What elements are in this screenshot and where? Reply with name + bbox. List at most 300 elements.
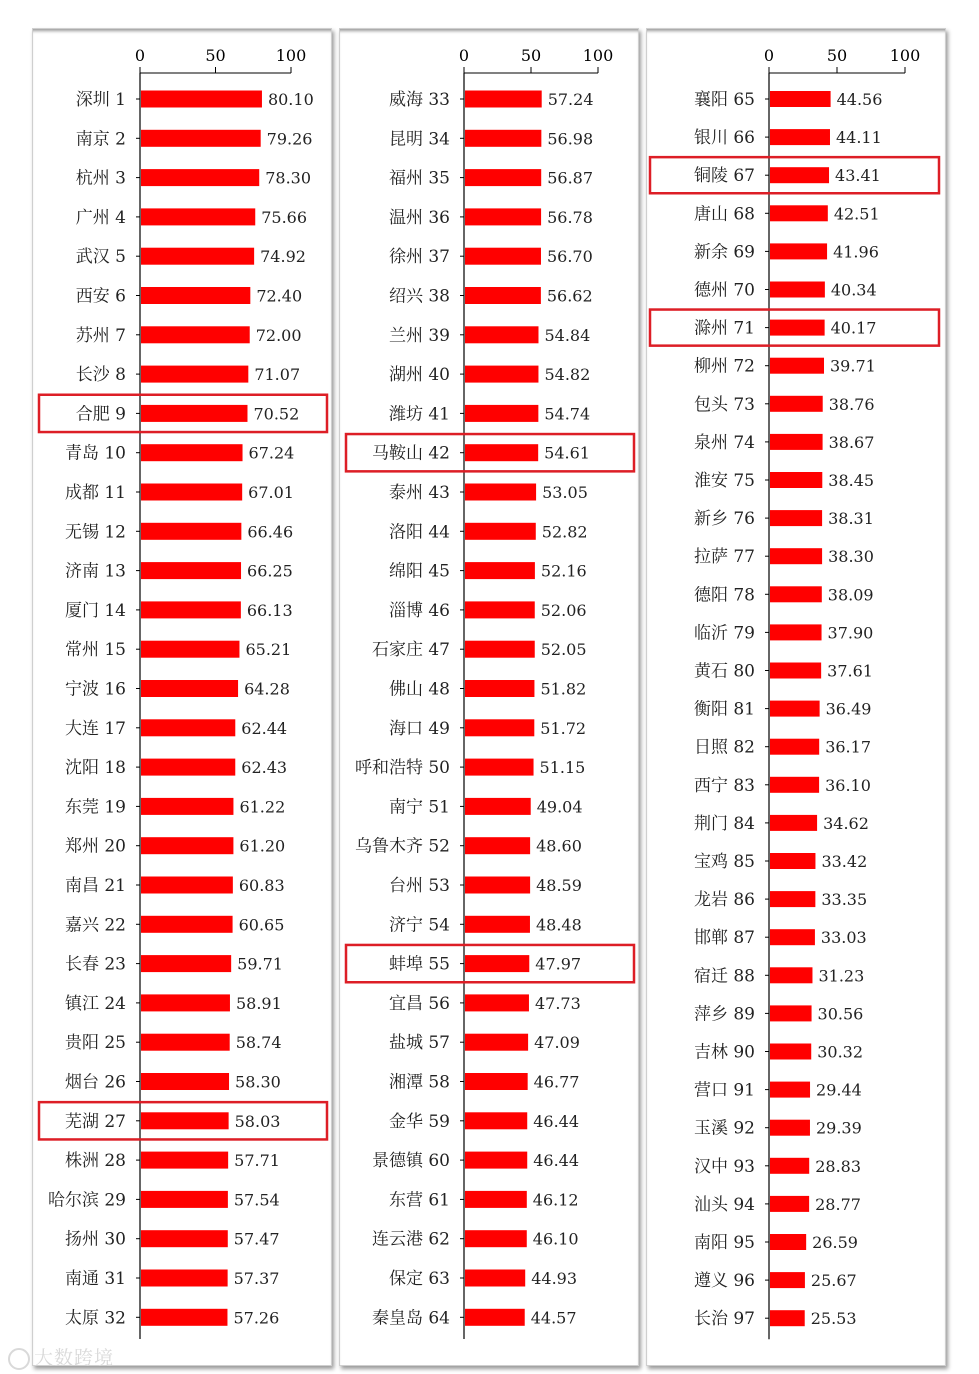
category-label: 南宁 51 [388,797,450,818]
bar [770,1005,812,1021]
category-label: 嘉兴 22 [64,915,126,936]
value-label: 49.04 [536,797,583,817]
value-label: 40.17 [830,318,877,338]
category-label: 深圳 1 [75,90,126,110]
category-label: 淄博 46 [388,600,450,621]
bar [770,167,829,183]
value-label: 34.62 [823,813,869,833]
value-label: 44.93 [531,1269,578,1288]
bar [141,287,250,304]
bar [141,1191,228,1208]
category-label: 乌鲁木齐 52 [354,836,450,857]
category-label: 西安 6 [75,286,126,307]
category-label: 潍坊 41 [388,404,450,425]
bar [465,1034,528,1051]
category-label: 佛山 48 [388,679,450,700]
category-label: 芜湖 27 [64,1111,126,1132]
category-label: 包头 73 [693,394,755,415]
value-label: 64.28 [244,679,290,699]
bar [141,405,247,422]
category-label: 武汉 5 [75,247,126,268]
value-label: 46.44 [533,1151,580,1171]
category-label: 郑州 20 [64,836,126,857]
bar-chart-1 [33,29,333,1367]
bar [770,358,824,374]
value-label: 57.71 [234,1151,280,1171]
category-label: 镇江 24 [64,993,126,1014]
category-label: 常州 15 [64,640,126,661]
category-label: 济南 13 [64,561,126,582]
category-label: 新余 69 [693,242,755,263]
value-label: 57.54 [233,1190,280,1210]
bar [465,1152,527,1169]
category-label: 滁州 71 [693,318,755,339]
bar [141,523,241,540]
chart-panel-2 [339,28,639,1366]
chart-panel-1 [32,28,332,1366]
value-label: 36.10 [825,775,871,795]
category-label: 日照 82 [693,737,755,758]
bar [141,484,242,501]
category-label: 厦门 14 [64,600,126,621]
category-label: 大连 17 [64,718,126,739]
category-label: 拉萨 77 [693,547,755,568]
bar [141,444,243,461]
bar [770,129,830,145]
bar [770,472,822,488]
category-label: 马鞍山 42 [371,443,450,464]
bar [770,777,819,793]
value-label: 57.47 [233,1229,280,1249]
bar [465,1309,525,1326]
category-label: 德阳 78 [693,585,755,606]
value-label: 66.46 [247,522,294,542]
bar [770,1196,809,1212]
category-label: 泰州 43 [388,483,450,503]
value-label: 28.83 [815,1156,862,1176]
bar [770,1310,805,1326]
bar [770,282,825,298]
bar [770,815,817,831]
category-label: 济宁 54 [388,915,450,936]
category-label: 宝鸡 85 [693,852,755,872]
bar [141,798,233,815]
value-label: 74.92 [260,247,306,267]
category-label: 景德镇 60 [371,1151,450,1172]
category-label: 绵阳 45 [388,561,450,582]
bar [465,1112,527,1129]
value-label: 67.24 [248,443,295,463]
bar [770,1158,809,1174]
value-label: 71.07 [254,365,301,385]
value-label: 29.39 [815,1118,862,1138]
value-label: 46.12 [532,1190,579,1210]
category-label: 东莞 19 [64,797,126,818]
category-label: 威海 33 [388,90,450,110]
value-label: 53.05 [542,483,588,502]
category-label: 银川 66 [693,128,755,149]
category-label: 温州 36 [388,207,450,228]
value-label: 36.17 [825,737,872,757]
value-label: 56.78 [547,207,593,227]
category-label: 东营 61 [388,1190,450,1211]
category-label: 呼和浩特 50 [354,758,450,779]
category-label: 邯郸 87 [693,928,755,949]
x-tick-label: 0 [458,46,470,65]
value-label: 30.56 [817,1004,864,1024]
category-label: 汉中 93 [693,1156,755,1177]
watermark [8,1343,114,1370]
value-label: 78.30 [265,168,312,188]
value-label: 72.40 [256,286,303,306]
category-label: 唐山 68 [693,204,755,225]
value-label: 46.10 [532,1229,579,1249]
x-tick-label: 0 [134,46,146,65]
x-tick-label: 0 [763,46,775,65]
bar [770,1234,806,1250]
value-label: 58.03 [234,1111,281,1131]
value-label: 29.44 [816,1080,862,1100]
x-tick-label: 50 [826,46,848,65]
bar [465,798,531,815]
value-label: 47.09 [534,1033,580,1053]
value-label: 41.96 [833,242,879,262]
value-label: 38.09 [827,585,874,605]
bar [465,601,535,618]
bar [770,548,822,564]
value-label: 48.48 [535,915,582,935]
bar-chart-3 [647,29,947,1367]
category-label: 兰州 39 [388,325,450,346]
value-label: 66.25 [247,561,293,581]
value-label: 62.44 [241,718,288,738]
value-label: 57.24 [547,90,594,109]
category-label: 苏州 7 [75,325,126,346]
category-label: 湖州 40 [388,365,450,386]
value-label: 58.30 [235,1072,281,1092]
x-tick-label: 100 [582,46,614,65]
value-label: 57.37 [233,1269,280,1288]
category-label: 南京 2 [75,129,126,150]
bar [770,891,815,907]
bar [465,1191,527,1208]
bar [465,759,534,776]
bar [141,130,261,147]
value-label: 33.42 [821,852,868,871]
bar [141,1073,229,1090]
bar [465,837,530,854]
value-label: 80.10 [267,90,314,109]
bar [770,434,823,450]
category-label: 海口 49 [388,718,450,739]
bar [465,444,538,461]
category-label: 淮安 75 [693,471,755,491]
value-label: 52.05 [540,640,587,660]
category-label: 洛阳 44 [388,522,450,543]
category-label: 绍兴 38 [388,286,450,307]
value-label: 30.32 [817,1042,864,1062]
bar [770,624,822,640]
bar [770,1120,810,1136]
value-label: 52.16 [540,561,587,581]
value-label: 56.62 [546,286,593,306]
bar [770,929,815,945]
category-label: 黄石 80 [693,661,755,682]
value-label: 56.87 [547,168,594,188]
bar [141,955,231,972]
bar [465,994,529,1011]
value-label: 33.35 [821,890,868,910]
bar [465,484,536,501]
bar [770,320,825,336]
bar [770,205,828,221]
x-tick-label: 100 [275,46,307,65]
bar [141,1152,228,1169]
bar [141,1112,229,1129]
value-label: 66.13 [246,600,293,620]
category-label: 株洲 28 [64,1151,126,1172]
category-label: 南通 31 [64,1269,126,1289]
bar [465,287,541,304]
category-label: 衡阳 81 [693,699,755,720]
bar [465,91,542,108]
category-label: 成都 11 [64,483,126,503]
value-label: 61.22 [239,797,286,817]
category-label: 泉州 74 [693,432,755,453]
category-label: 保定 63 [388,1269,450,1289]
bar [770,701,820,717]
bar [141,1270,228,1287]
bar [465,208,541,225]
value-label: 60.65 [238,915,285,935]
category-label: 连云港 62 [371,1229,450,1250]
value-label: 65.21 [245,640,292,660]
category-label: 扬州 30 [64,1229,126,1250]
category-label: 合肥 9 [75,404,126,425]
category-label: 金华 59 [388,1111,450,1132]
value-label: 54.74 [544,404,591,424]
category-label: 湘潭 58 [388,1072,450,1093]
bar [141,994,230,1011]
bar [465,169,541,186]
bar [141,366,248,383]
value-label: 51.72 [540,718,587,738]
category-label: 临沂 79 [693,623,755,644]
category-label: 西宁 83 [693,775,755,796]
bar [770,853,815,869]
value-label: 44.57 [530,1308,577,1328]
value-label: 38.30 [828,547,874,567]
value-label: 56.70 [546,247,593,267]
category-label: 遵义 96 [693,1271,755,1292]
bar [141,562,241,579]
value-label: 47.73 [534,993,581,1013]
bar [141,169,259,186]
value-label: 47.97 [535,954,582,974]
value-label: 36.49 [825,699,872,719]
category-label: 蚌埠 55 [388,954,450,975]
category-label: 长沙 8 [75,365,126,386]
bar [141,877,233,894]
bar [141,759,235,776]
value-label: 67.01 [248,483,294,502]
value-label: 37.90 [827,623,874,643]
bar [770,1272,805,1288]
category-label: 吉林 90 [693,1042,755,1063]
category-label: 南阳 95 [693,1233,755,1253]
value-label: 51.82 [540,679,587,699]
category-label: 营口 91 [693,1080,755,1101]
value-label: 38.67 [828,432,875,452]
category-label: 宿迁 88 [693,966,755,987]
value-label: 48.59 [536,876,582,895]
bar [465,562,535,579]
value-label: 43.41 [835,166,881,186]
bar [465,1230,527,1247]
x-tick-label: 50 [205,46,226,65]
value-label: 51.15 [539,758,586,778]
value-label: 25.67 [810,1271,857,1291]
bar [141,91,262,108]
value-label: 52.82 [541,522,588,542]
value-label: 52.06 [540,600,587,620]
bar [770,739,819,755]
category-label: 德州 70 [693,280,755,301]
category-label: 玉溪 92 [693,1118,755,1139]
category-label: 昆明 34 [388,129,450,150]
category-label: 哈尔滨 29 [47,1190,126,1211]
x-tick-label: 100 [889,46,921,65]
bar [141,916,233,933]
category-label: 南昌 21 [64,876,126,896]
bar [465,130,541,147]
value-label: 38.76 [828,394,875,414]
bar [465,641,535,658]
bar [141,1230,228,1247]
value-label: 25.53 [810,1309,857,1329]
bar [465,248,541,265]
category-label: 福州 35 [388,168,450,189]
bar [770,663,821,679]
bar [770,967,812,983]
bar [465,326,538,343]
bar [770,396,823,412]
value-label: 57.26 [233,1308,280,1328]
category-label: 宁波 16 [64,679,126,700]
bar [141,837,233,854]
category-label: 长治 97 [693,1309,755,1330]
bar [770,1082,810,1098]
value-label: 31.23 [818,966,865,986]
value-label: 40.34 [830,280,877,300]
bar [465,523,536,540]
value-label: 37.61 [827,661,873,681]
bar [465,366,538,383]
value-label: 28.77 [815,1194,861,1214]
value-label: 54.61 [544,443,590,463]
bar [465,1270,525,1287]
bar [141,248,254,265]
bar [141,680,238,697]
bar [770,586,822,602]
value-label: 59.71 [237,954,283,974]
category-label: 荆门 84 [693,813,755,834]
value-label: 58.91 [235,993,282,1013]
category-label: 襄阳 65 [693,90,755,110]
value-label: 56.98 [547,129,594,149]
category-label: 太原 32 [64,1308,126,1329]
value-label: 44.11 [835,128,882,148]
category-label: 长春 23 [64,954,126,975]
category-label: 宜昌 56 [388,993,450,1014]
watermark-text: 大数跨境 [34,1347,115,1369]
value-label: 48.60 [536,836,582,856]
category-label: 杭州 3 [75,168,126,189]
value-label: 79.26 [266,129,313,149]
bar [770,91,831,107]
watermark-logo-icon [8,1348,30,1370]
value-label: 61.20 [239,836,286,856]
value-label: 72.00 [255,325,302,345]
category-label: 秦皇岛 64 [371,1308,450,1329]
bar [465,680,534,697]
category-label: 无锡 12 [64,522,126,543]
bar [141,641,239,658]
category-label: 烟台 26 [64,1072,126,1093]
category-label: 徐州 37 [388,247,450,268]
category-label: 汕头 94 [693,1194,755,1215]
bar [465,877,530,894]
bar [465,916,530,933]
value-label: 33.03 [820,928,867,948]
bar [770,510,822,526]
category-label: 石家庄 47 [371,640,450,661]
category-label: 龙岩 86 [693,890,755,911]
value-label: 39.71 [830,356,876,376]
bar [141,1034,230,1051]
category-label: 新乡 76 [693,509,755,530]
value-label: 38.31 [828,509,874,529]
bar [465,405,538,422]
bar [465,955,529,972]
value-label: 46.77 [533,1072,580,1092]
bar [141,719,235,736]
value-label: 70.52 [253,404,300,424]
category-label: 台州 53 [388,876,450,896]
category-label: 柳州 72 [693,356,755,377]
value-label: 75.66 [261,207,308,227]
value-label: 26.59 [812,1233,858,1252]
bar [465,1073,528,1090]
value-label: 62.43 [241,758,288,778]
value-label: 46.44 [533,1111,580,1131]
value-label: 60.83 [238,876,285,895]
value-label: 54.82 [544,365,591,385]
bar [141,208,255,225]
bar [141,326,250,343]
category-label: 青岛 10 [64,443,126,464]
value-label: 58.74 [235,1033,282,1053]
bar [770,243,827,259]
chart-panel-3 [646,28,946,1366]
value-label: 54.84 [544,325,591,345]
bar [465,719,534,736]
bar [770,1044,811,1060]
value-label: 44.56 [836,90,883,109]
bar-chart-2 [340,29,640,1367]
category-label: 盐城 57 [388,1033,450,1054]
category-label: 沈阳 18 [64,758,126,779]
